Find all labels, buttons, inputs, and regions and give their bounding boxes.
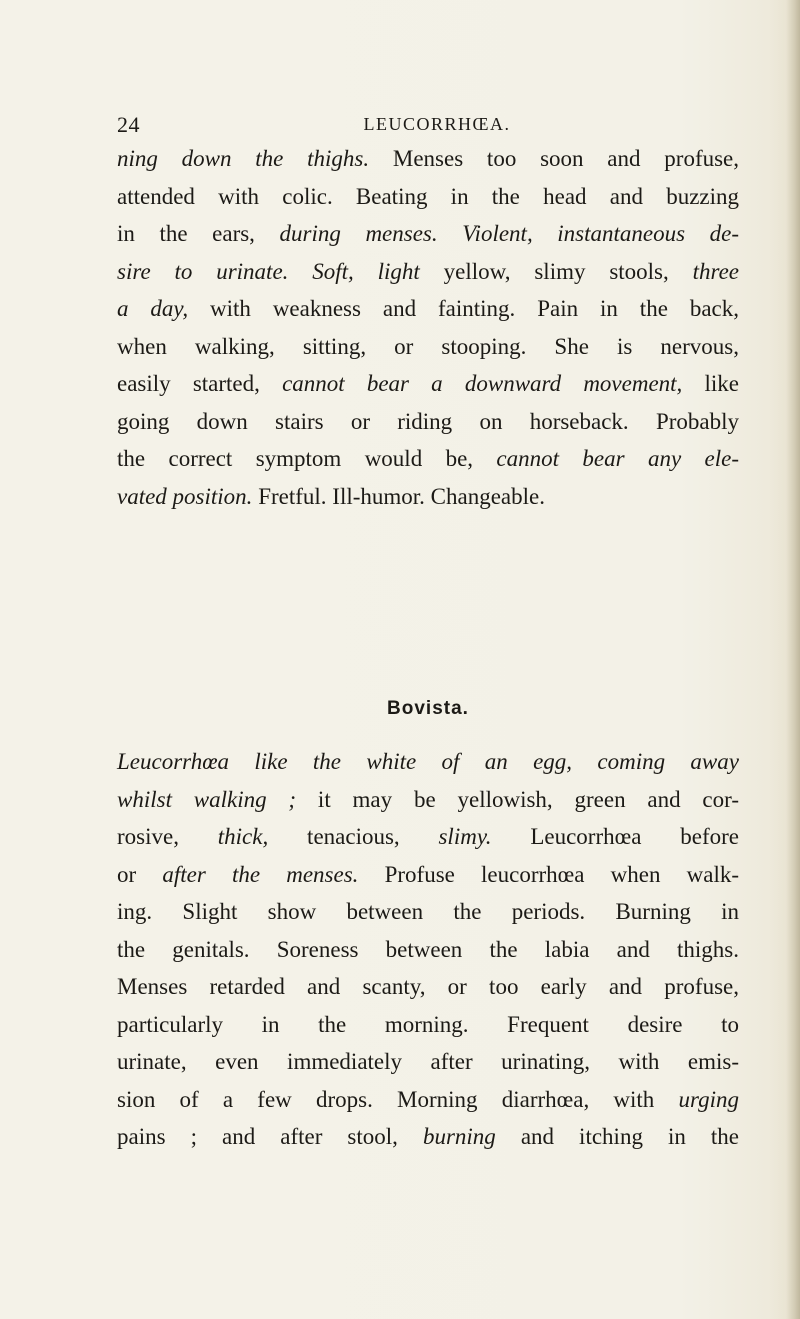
text-run: pains ; and after stool, <box>117 1124 423 1149</box>
text-line <box>117 893 739 931</box>
text-run: attended with colic. Beating in the head and buzzing <box>117 183 739 209</box>
italic-text: Violent, instantaneous de- <box>462 221 740 246</box>
text-line <box>117 365 739 403</box>
section-paragraph <box>117 743 739 1156</box>
text-run: Profuse leucorrhœa when walk- <box>358 861 739 887</box>
text-run: the genitals. Soreness between the labia and thighs. <box>117 936 739 962</box>
italic-text: Soft, light <box>312 258 420 284</box>
text-line <box>117 178 739 216</box>
text-run: Menses retarded and scanty, or too early and profuse, <box>117 974 739 999</box>
text-run: tenacious, <box>268 824 439 849</box>
italic-text: slimy. <box>438 824 492 849</box>
text-run: it may be yellowish, green and cor- <box>296 786 739 812</box>
italic-text: three <box>692 258 739 284</box>
italic-text: a day, <box>117 296 189 321</box>
text-run: or <box>117 861 163 887</box>
text-line <box>117 290 739 328</box>
text-line <box>117 328 739 366</box>
page-edge-shadow <box>786 0 800 1319</box>
text-run: going down stairs or riding on horseback. Probably <box>117 408 739 434</box>
italic-text: during menses. <box>279 221 438 246</box>
page-number: 24 <box>117 112 140 137</box>
text-line <box>117 743 739 781</box>
text-line <box>117 1118 739 1156</box>
italic-text: burning <box>422 1124 496 1149</box>
text-run: Leucorrhœa before <box>491 824 739 849</box>
text-run: ing. Slight show between the periods. Burning in <box>117 899 739 924</box>
text-line <box>117 403 739 441</box>
italic-text: after the menses. <box>162 861 359 887</box>
text-run: particularly in the morning. Frequent desire to <box>117 1011 739 1037</box>
text-run: urinate, even immediately after urinating, with emis- <box>117 1049 739 1074</box>
text-run: sion of a few drops. Morning diarrhœa, with <box>117 1086 679 1112</box>
italic-text: whilst walking ; <box>117 786 297 812</box>
text-line <box>117 478 739 516</box>
text-line <box>117 215 739 253</box>
text-line <box>117 1043 739 1081</box>
text-line <box>117 140 739 178</box>
paragraph-continued <box>117 140 739 515</box>
text-run: Fretful. Ill-humor. Changeable. <box>252 483 545 509</box>
text-run: and itching in the <box>495 1124 739 1149</box>
text-run <box>288 259 312 284</box>
italic-text: cannot bear any ele- <box>496 446 739 471</box>
italic-text: Leucorrhœa like the white of an egg, coming away <box>117 749 739 774</box>
text-line <box>117 781 739 819</box>
text-run: rosive, <box>117 824 218 849</box>
italic-text: sire to urinate. <box>117 258 289 284</box>
text-run: easily started, <box>117 371 283 396</box>
running-head: LEUCORRHŒA. <box>363 114 511 134</box>
text-line <box>117 968 739 1006</box>
text-line <box>117 931 739 969</box>
text-line <box>117 818 739 856</box>
text-line <box>117 856 739 894</box>
text-run: yellow, slimy stools, <box>419 258 693 284</box>
text-line <box>117 253 739 291</box>
text-run: Menses too soon and profuse, <box>369 146 740 171</box>
text-line <box>117 1006 739 1044</box>
italic-text: thick, <box>217 824 269 849</box>
italic-text: urging <box>678 1086 739 1112</box>
page-header <box>117 112 757 142</box>
text-run: when walking, sitting, or stooping. She is nervous, <box>117 333 739 359</box>
text-line <box>117 1081 739 1119</box>
text-run: in the ears, <box>117 221 280 246</box>
italic-text: cannot bear a downward movement, <box>282 371 683 396</box>
section-heading: Bovista. <box>387 698 469 719</box>
text-run: like <box>682 371 739 396</box>
text-run <box>438 221 463 246</box>
italic-text: ning down the thighs. <box>117 146 370 171</box>
text-run: the correct symptom would be, <box>117 446 497 471</box>
italic-text: vated position. <box>117 483 253 509</box>
text-line <box>117 440 739 478</box>
text-run: with weakness and fainting. Pain in the back, <box>188 296 739 321</box>
